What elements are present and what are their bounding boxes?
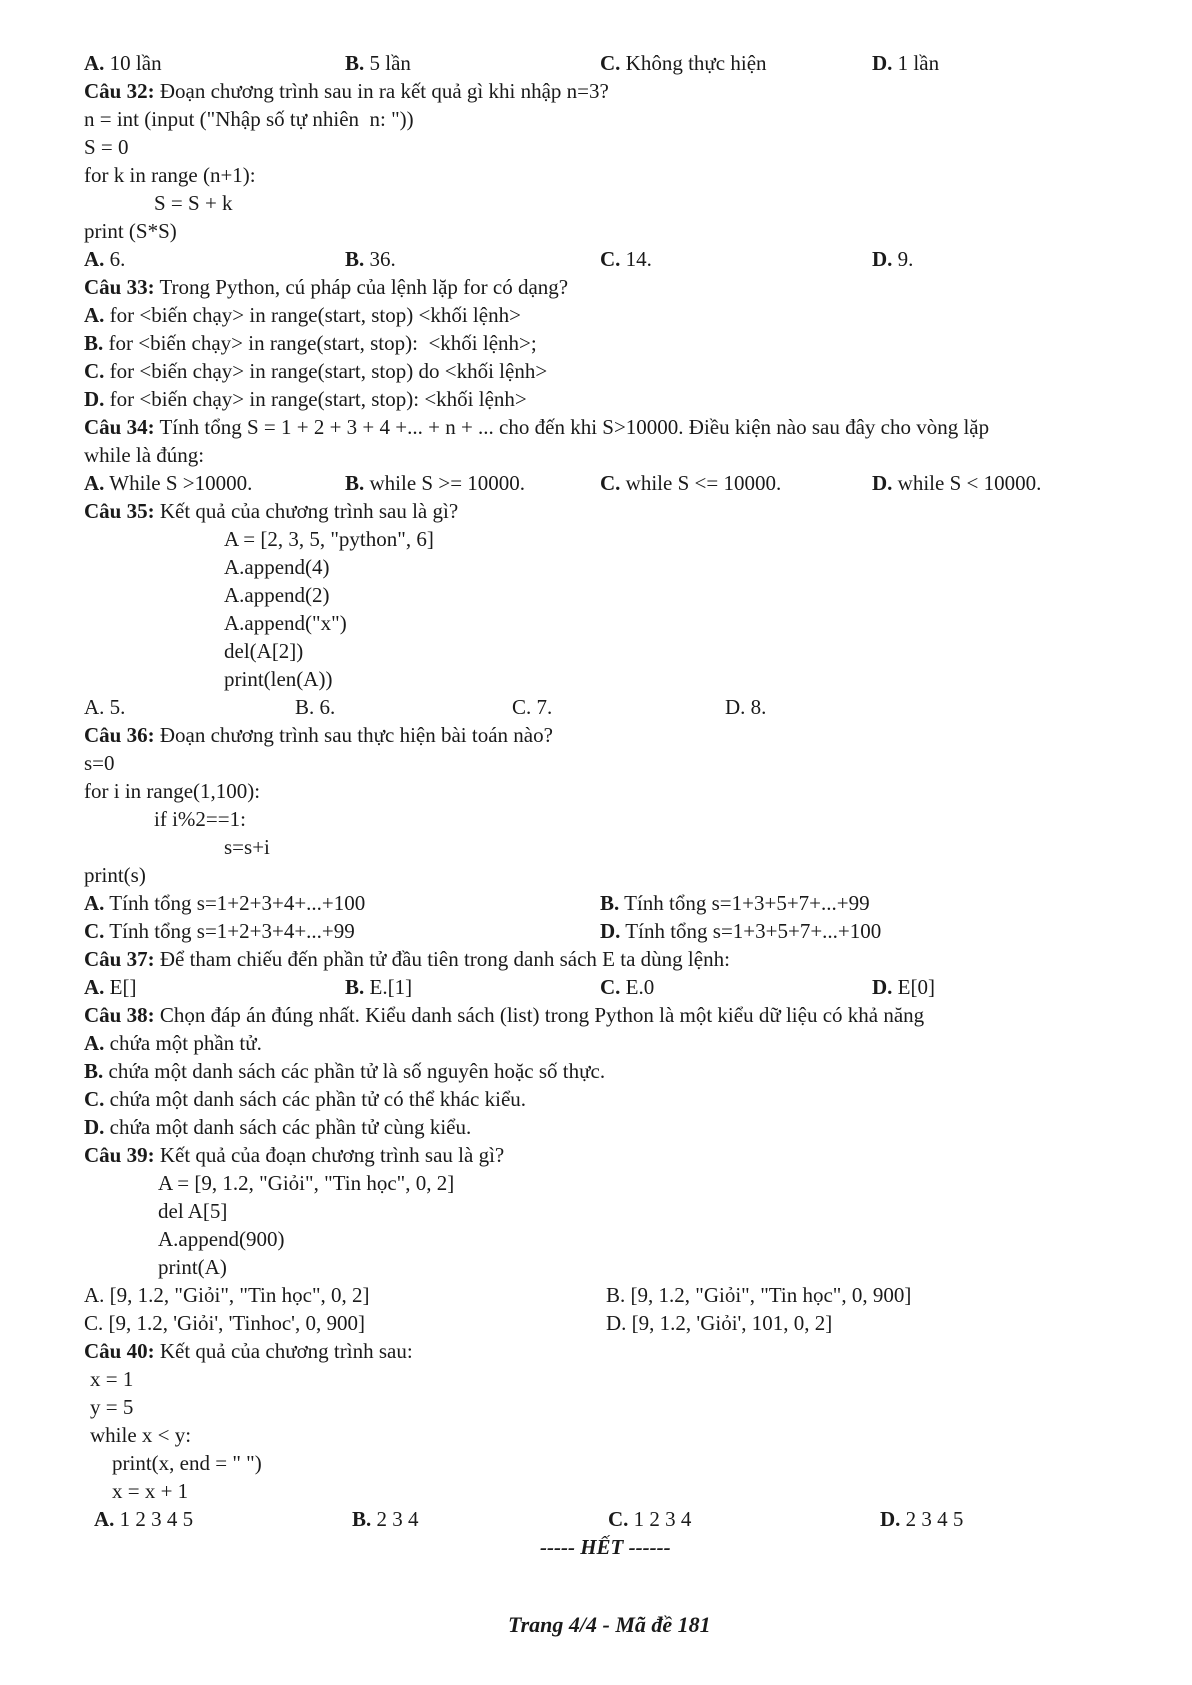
q37-question: Câu 37: Để tham chiếu đến phần tử đầu tiên trong danh sách E ta dùng lệnh: xyxy=(84,947,730,971)
q35-option-c: C. 7. xyxy=(512,695,553,719)
q38-option-d: D. chứa một danh sách các phần tử cùng kiểu. xyxy=(84,1115,472,1139)
q39-code-line: print(A) xyxy=(158,1255,227,1279)
q32-option-d: D. 9. xyxy=(872,247,914,271)
q31-option-c: C. Không thực hiện xyxy=(600,51,767,75)
q32-question: Câu 32: Đoạn chương trình sau in ra kết quả gì khi nhập n=3? xyxy=(84,79,609,103)
q40-code-line: while x < y: xyxy=(90,1423,192,1447)
q36-option-b: B. Tính tổng s=1+3+5+7+...+99 xyxy=(600,891,870,915)
q36-code-line: s=0 xyxy=(84,751,115,775)
q31-option-b: B. 5 lần xyxy=(345,51,411,75)
q35-code-line: A = [2, 3, 5, "python", 6] xyxy=(224,527,434,551)
q32-code-line: for k in range (n+1): xyxy=(84,163,256,187)
q35-option-a: A. 5. xyxy=(84,695,126,719)
q36-option-a: A. Tính tổng s=1+2+3+4+...+100 xyxy=(84,891,366,915)
q37-option-b: B. E.[1] xyxy=(345,975,413,999)
q38-question: Câu 38: Chọn đáp án đúng nhất. Kiểu danh sách (list) trong Python là một kiểu dữ liệu có khả năng xyxy=(84,1003,925,1027)
q32-code-line: n = int (input ("Nhập số tự nhiên n: ")) xyxy=(84,107,414,131)
q40-code-line: x = 1 xyxy=(90,1367,134,1391)
q32-option-b: B. 36. xyxy=(345,247,396,271)
q40-option-c: C. 1 2 3 4 xyxy=(608,1507,692,1531)
q35-code-line: A.append(4) xyxy=(224,555,330,579)
q36-question: Câu 36: Đoạn chương trình sau thực hiện bài toán nào? xyxy=(84,723,553,747)
q33-question: Câu 33: Trong Python, cú pháp của lệnh lặp for có dạng? xyxy=(84,275,569,299)
q40-code-line: print(x, end = " ") xyxy=(112,1451,262,1475)
q34-option-b: B. while S >= 10000. xyxy=(345,471,526,495)
q39-question: Câu 39: Kết quả của đoạn chương trình sau là gì? xyxy=(84,1143,505,1167)
q39-code-line: A = [9, 1.2, "Giỏi", "Tin học", 0, 2] xyxy=(158,1171,455,1195)
q40-option-a: A. 1 2 3 4 5 xyxy=(94,1507,194,1531)
q35-question: Câu 35: Kết quả của chương trình sau là gì? xyxy=(84,499,459,523)
q33-option-d: D. for <biến chạy> in range(start, stop): <khối lệnh> xyxy=(84,387,527,411)
q39-option-d: D. [9, 1.2, 'Giỏi', 101, 0, 2] xyxy=(606,1311,833,1335)
q32-code-line: print (S*S) xyxy=(84,219,177,243)
q40-code-line: y = 5 xyxy=(90,1395,134,1419)
q35-code-line: A.append("x") xyxy=(224,611,347,635)
q36-code-line: if i%2==1: xyxy=(154,807,246,831)
q34-option-a: A. While S >10000. xyxy=(84,471,253,495)
q31-option-a: A. 10 lần xyxy=(84,51,162,75)
q37-option-a: A. E[] xyxy=(84,975,137,999)
q37-option-d: D. E[0] xyxy=(872,975,935,999)
q32-option-a: A. 6. xyxy=(84,247,126,271)
q36-code-line: print(s) xyxy=(84,863,146,887)
q35-option-d: D. 8. xyxy=(725,695,767,719)
q33-option-c: C. for <biến chạy> in range(start, stop) do <khối lệnh> xyxy=(84,359,548,383)
q37-option-c: C. E.0 xyxy=(600,975,655,999)
q35-code-line: del(A[2]) xyxy=(224,639,304,663)
q40-option-d: D. 2 3 4 5 xyxy=(880,1507,964,1531)
q39-option-a: A. [9, 1.2, "Giỏi", "Tin học", 0, 2] xyxy=(84,1283,370,1307)
q35-code-line: A.append(2) xyxy=(224,583,330,607)
q34-question: Câu 34: Tính tổng S = 1 + 2 + 3 + 4 +... + n + ... cho đến khi S>10000. Điều kiện nào sau đây cho vòng lặp xyxy=(84,415,990,439)
q38-option-b: B. chứa một danh sách các phần tử là số nguyên hoặc số thực. xyxy=(84,1059,606,1083)
end-mark: ----- HẾT ------ xyxy=(540,1535,671,1559)
q36-code-line: s=s+i xyxy=(224,835,270,859)
q40-question: Câu 40: Kết quả của chương trình sau: xyxy=(84,1339,413,1363)
q38-option-c: C. chứa một danh sách các phần tử có thể khác kiểu. xyxy=(84,1087,527,1111)
q39-code-line: del A[5] xyxy=(158,1199,228,1223)
q34-option-d: D. while S < 10000. xyxy=(872,471,1042,495)
q40-option-b: B. 2 3 4 xyxy=(352,1507,419,1531)
q31-option-d: D. 1 lần xyxy=(872,51,940,75)
q36-option-d: D. Tính tổng s=1+3+5+7+...+100 xyxy=(600,919,882,943)
q36-code-line: for i in range(1,100): xyxy=(84,779,261,803)
q39-option-c: C. [9, 1.2, 'Giỏi', 'Tinhoc', 0, 900] xyxy=(84,1311,365,1335)
q32-option-c: C. 14. xyxy=(600,247,652,271)
q38-option-a: A. chứa một phần tử. xyxy=(84,1031,262,1055)
q34-option-c: C. while S <= 10000. xyxy=(600,471,782,495)
q39-code-line: A.append(900) xyxy=(158,1227,285,1251)
q40-code-line: x = x + 1 xyxy=(112,1479,189,1503)
page-footer: Trang 4/4 - Mã đề 181 xyxy=(508,1612,711,1637)
q39-option-b: B. [9, 1.2, "Giỏi", "Tin học", 0, 900] xyxy=(606,1283,912,1307)
q33-option-a: A. for <biến chạy> in range(start, stop) <khối lệnh> xyxy=(84,303,521,327)
q34-question-cont: while là đúng: xyxy=(84,443,205,467)
q32-code-line: S = 0 xyxy=(84,135,129,159)
q35-code-line: print(len(A)) xyxy=(224,667,333,691)
q33-option-b: B. for <biến chạy> in range(start, stop): <khối lệnh>; xyxy=(84,331,537,355)
q36-option-c: C. Tính tổng s=1+2+3+4+...+99 xyxy=(84,919,355,943)
q35-option-b: B. 6. xyxy=(295,695,336,719)
q32-code-line: S = S + k xyxy=(154,191,233,215)
